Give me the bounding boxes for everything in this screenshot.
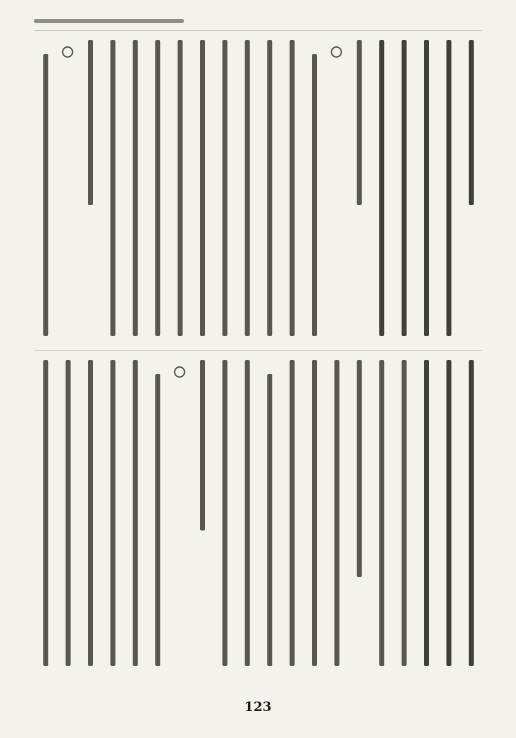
lower-text-block [34, 360, 482, 670]
text-column [110, 360, 115, 666]
text-column [312, 54, 317, 336]
text-column [334, 360, 339, 666]
text-column [200, 40, 205, 336]
text-column [267, 374, 272, 666]
text-column [267, 40, 272, 336]
text-column [290, 360, 295, 666]
text-column [379, 360, 384, 666]
text-column [245, 360, 250, 666]
text-column [66, 360, 71, 666]
running-header-line [34, 19, 184, 23]
text-column [379, 40, 384, 336]
text-column [402, 360, 407, 666]
text-column [446, 360, 451, 666]
text-column [88, 40, 93, 205]
block-divider [34, 350, 482, 351]
text-column [155, 374, 160, 666]
lower-columns [34, 360, 482, 670]
text-column [424, 360, 429, 666]
running-header [34, 14, 482, 28]
text-column [155, 40, 160, 336]
text-column [200, 360, 205, 531]
header-rule [34, 30, 482, 31]
text-column [290, 40, 295, 336]
text-column [222, 360, 227, 666]
text-column [357, 40, 362, 205]
text-column [110, 40, 115, 336]
text-column [133, 360, 138, 666]
text-column [446, 40, 451, 336]
text-column [178, 40, 183, 336]
text-column [43, 54, 48, 336]
text-column [245, 40, 250, 336]
text-column [312, 360, 317, 666]
text-column [88, 360, 93, 666]
text-column [469, 360, 474, 666]
upper-columns [34, 40, 482, 340]
text-column [402, 40, 407, 336]
section-mark [175, 367, 185, 377]
section-mark [63, 47, 73, 57]
text-column [424, 40, 429, 336]
text-column [133, 40, 138, 336]
text-column [43, 360, 48, 666]
text-column [222, 40, 227, 336]
page-number: 123 [244, 700, 272, 715]
text-column [469, 40, 474, 205]
section-mark [331, 47, 341, 57]
text-column [357, 360, 362, 577]
upper-text-block [34, 40, 482, 340]
